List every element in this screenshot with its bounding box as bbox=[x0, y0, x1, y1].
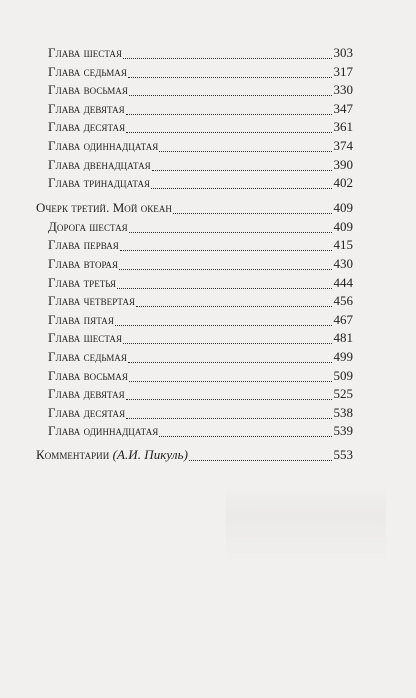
toc-entry bbox=[0, 174, 416, 193]
toc-entry-title: Глава седьмая bbox=[48, 349, 127, 364]
toc-entry-title: Глава тринадцатая bbox=[48, 175, 151, 191]
toc-entry bbox=[0, 446, 416, 465]
toc-leader-dots bbox=[159, 435, 331, 437]
toc-page-number: 467 bbox=[333, 311, 353, 327]
toc-entry bbox=[0, 274, 416, 293]
toc-leader-dots bbox=[128, 361, 332, 363]
toc-entry-label bbox=[48, 174, 150, 193]
toc-entry-label bbox=[48, 118, 125, 137]
toc-page-number: 409 bbox=[333, 200, 353, 215]
toc-entry bbox=[0, 367, 416, 386]
toc-page-number: 347 bbox=[333, 100, 353, 116]
toc-entry bbox=[0, 100, 416, 119]
toc-page-number: 374 bbox=[333, 138, 353, 153]
toc-entry bbox=[0, 311, 416, 330]
toc-leader-dots bbox=[120, 249, 332, 251]
toc-entry-label bbox=[36, 446, 188, 465]
toc-entry-annotation: (А.И. Пикуль) bbox=[112, 447, 188, 462]
toc-entry-title: Глава пятая bbox=[48, 311, 114, 327]
toc-page-number: 415 bbox=[333, 237, 353, 253]
toc-leader-dots bbox=[129, 94, 332, 96]
toc-leader-dots bbox=[189, 459, 332, 461]
toc-entry bbox=[0, 255, 416, 274]
toc-entry-label bbox=[48, 156, 151, 175]
toc-leader-dots bbox=[151, 187, 331, 189]
toc-leader-dots bbox=[115, 324, 332, 326]
toc-leader-dots bbox=[128, 76, 332, 78]
toc-entry-label bbox=[48, 311, 114, 330]
toc-leader-dots bbox=[129, 231, 332, 233]
toc-entry bbox=[0, 81, 416, 100]
toc-entry bbox=[0, 422, 416, 441]
toc-page-number: 539 bbox=[333, 423, 353, 439]
toc-entry-title: Глава восьмая bbox=[48, 82, 128, 98]
toc-page-number: 430 bbox=[333, 256, 353, 271]
toc-entry-title: Глава шестая bbox=[48, 45, 123, 60]
toc-page-number: 409 bbox=[333, 218, 353, 234]
toc-entry bbox=[0, 385, 416, 404]
toc-entry-title: Глава девятая bbox=[48, 386, 125, 402]
toc-entry-label bbox=[48, 274, 116, 293]
bleed-through-shadow bbox=[226, 484, 386, 564]
toc-entry-title: Глава одиннадцатая bbox=[48, 423, 159, 439]
toc-entry-title: Глава десятая bbox=[48, 119, 126, 135]
toc-leader-dots bbox=[173, 212, 332, 214]
toc-entry bbox=[0, 137, 416, 156]
toc-entry bbox=[0, 404, 416, 423]
toc-page-number: 509 bbox=[333, 367, 353, 383]
toc-page-number: 361 bbox=[333, 119, 353, 135]
toc-entry-label bbox=[48, 218, 128, 237]
toc-entry-label bbox=[48, 292, 135, 311]
toc-page-number: 303 bbox=[333, 45, 353, 60]
toc-entry bbox=[0, 218, 416, 237]
toc-entry bbox=[0, 348, 416, 367]
toc-entry-title: Очерк третий. Мой океан bbox=[36, 200, 172, 215]
toc-page-number: 444 bbox=[333, 274, 353, 290]
toc-entry-title: Глава вторая bbox=[48, 256, 119, 271]
toc-entry-label bbox=[48, 236, 119, 255]
toc-entry-title: Глава четвертая bbox=[48, 293, 136, 309]
toc-leader-dots bbox=[123, 57, 331, 59]
toc-entry-label bbox=[48, 329, 122, 348]
toc-entry bbox=[0, 329, 416, 348]
toc-entry-label bbox=[48, 348, 127, 367]
toc-leader-dots bbox=[126, 113, 332, 115]
toc-entry-title: Дорога шестая bbox=[48, 218, 128, 234]
toc-entry-label bbox=[48, 137, 158, 156]
toc-entry bbox=[0, 292, 416, 311]
toc-leader-dots bbox=[152, 169, 332, 171]
toc-entry-title: Глава седьмая bbox=[48, 63, 127, 79]
toc-entry-label bbox=[48, 422, 158, 441]
toc-entry bbox=[0, 118, 416, 137]
toc-page-number: 538 bbox=[333, 404, 353, 420]
toc-page-number: 553 bbox=[333, 447, 353, 462]
toc-entry-title: Глава шестая bbox=[48, 330, 123, 346]
toc-entry-label bbox=[48, 81, 128, 100]
toc-page-number: 330 bbox=[333, 82, 353, 98]
toc-entry-title: Глава девятая bbox=[48, 100, 125, 116]
toc-entry-label bbox=[48, 404, 125, 423]
toc-entry-label bbox=[48, 44, 122, 63]
toc-page-number: 402 bbox=[333, 175, 353, 191]
toc-page-number: 525 bbox=[333, 386, 353, 402]
toc-page-number: 481 bbox=[333, 330, 353, 346]
toc-entry-title: Глава третья bbox=[48, 274, 117, 290]
toc-page-number: 390 bbox=[333, 156, 353, 172]
toc-leader-dots bbox=[126, 131, 331, 133]
toc-entry bbox=[0, 156, 416, 175]
toc-entry-title: Глава десятая bbox=[48, 404, 126, 420]
toc-entry-title: Глава первая bbox=[48, 237, 119, 253]
toc-leader-dots bbox=[159, 150, 331, 152]
toc-leader-dots bbox=[123, 342, 331, 344]
toc-leader-dots bbox=[119, 268, 331, 270]
toc-page-number: 317 bbox=[333, 63, 353, 79]
toc-entry-label bbox=[48, 367, 128, 386]
toc-entry-title: Глава восьмая bbox=[48, 367, 128, 383]
toc-leader-dots bbox=[126, 417, 331, 419]
toc-page-number: 499 bbox=[333, 349, 353, 364]
toc-entry-title: Глава двенадцатая bbox=[48, 156, 151, 172]
toc-entry-label bbox=[36, 199, 172, 218]
toc-entry-label bbox=[48, 100, 125, 119]
toc-leader-dots bbox=[136, 305, 331, 307]
toc-entry-label bbox=[48, 385, 125, 404]
toc-entry-title: Комментарии bbox=[36, 447, 110, 462]
toc-entry bbox=[0, 63, 416, 82]
toc-entry bbox=[0, 199, 416, 218]
toc-leader-dots bbox=[117, 287, 331, 289]
toc-entry-label bbox=[48, 63, 127, 82]
toc-leader-dots bbox=[126, 398, 332, 400]
toc-leader-dots bbox=[129, 380, 332, 382]
toc-entry bbox=[0, 236, 416, 255]
toc-entry-label bbox=[48, 255, 118, 274]
toc-entry bbox=[0, 44, 416, 63]
toc-page-number: 456 bbox=[333, 293, 353, 309]
toc-entry-title: Глава одиннадцатая bbox=[48, 138, 159, 153]
